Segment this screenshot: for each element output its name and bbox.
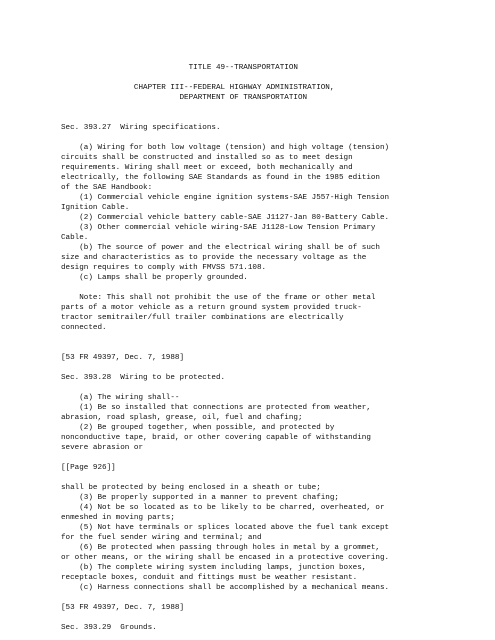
doc-line: (c) Lamps shall be properly grounded.	[61, 274, 248, 282]
doc-line: Sec. 393.29 Grounds.	[61, 624, 157, 632]
doc-line: Note: This shall not prohibit the use of the frame or other metal	[61, 294, 376, 302]
doc-line: Cable.	[61, 234, 89, 242]
doc-line: (5) Not have terminals or splices located above the fuel tank except	[61, 524, 390, 532]
doc-line: DEPARTMENT OF TRANSPORTATION	[61, 94, 308, 102]
doc-line: TITLE 49--TRANSPORTATION	[61, 64, 298, 72]
doc-line: design requires to comply with FMVSS 571.108.	[61, 264, 267, 272]
doc-line: enmeshed in moving parts;	[61, 514, 175, 522]
doc-line: Ignition Cable.	[61, 204, 130, 212]
doc-line: parts of a motor vehicle as a return ground system provided truck-	[61, 304, 362, 312]
doc-line: for the fuel sender wiring and terminal; and	[61, 534, 262, 542]
doc-line: circuits shall be constructed and installed so as to meet design	[61, 154, 353, 162]
doc-line: CHAPTER III--FEDERAL HIGHWAY ADMINISTRATION,	[61, 84, 335, 92]
doc-line: Sec. 393.27 Wiring specifications.	[61, 124, 221, 132]
doc-line: (1) Commercial vehicle engine ignition systems-SAE J557-High Tension	[61, 194, 390, 202]
doc-line: [[Page 926]]	[61, 464, 116, 472]
doc-line: connected.	[61, 324, 107, 332]
doc-line: (3) Be properly supported in a manner to prevent chafing;	[61, 494, 339, 502]
doc-line: requirements. Wiring shall meet or exceed, both mechanically and	[61, 164, 353, 172]
doc-line: (1) Be so installed that connections are protected from weather,	[61, 404, 371, 412]
doc-line: [53 FR 49397, Dec. 7, 1988]	[61, 604, 185, 612]
doc-line: abrasion, road splash, grease, oil, fuel and chafing;	[61, 414, 303, 422]
doc-line: electrically, the following SAE Standards as found in the 1985 edition	[61, 174, 380, 182]
doc-line: [53 FR 49397, Dec. 7, 1988]	[61, 354, 185, 362]
doc-line: size and characteristics as to provide the necessary voltage as the	[61, 254, 367, 262]
doc-line: (c) Harness connections shall be accomplished by a mechanical means.	[61, 584, 390, 592]
doc-line: of the SAE Handbook:	[61, 184, 153, 192]
doc-line: (2) Commercial vehicle battery cable-SAE J1127-Jan 80-Battery Cable.	[61, 214, 390, 222]
doc-line: tractor semitrailer/full trailer combinations are electrically	[61, 314, 344, 322]
doc-line: shall be protected by being enclosed in a sheath or tube;	[61, 484, 321, 492]
doc-line: severe abrasion or	[61, 444, 144, 452]
doc-line: or other means, or the wiring shall be encased in a protective covering.	[61, 554, 390, 562]
doc-line: (a) The wiring shall--	[61, 394, 180, 402]
doc-line: (b) The source of power and the electrical wiring shall be of such	[61, 244, 380, 252]
doc-line: Sec. 393.28 Wiring to be protected.	[61, 374, 226, 382]
doc-line: (6) Be protected when passing through holes in metal by a grommet,	[61, 544, 380, 552]
doc-line: (3) Other commercial vehicle wiring-SAE J1128-Low Tension Primary	[61, 224, 376, 232]
doc-line: (b) The complete wiring system including lamps, junction boxes,	[61, 564, 367, 572]
doc-line: (4) Not be so located as to be likely to be charred, overheated, or	[61, 504, 385, 512]
doc-line: nonconductive tape, braid, or other covering capable of withstanding	[61, 434, 371, 442]
doc-line: (2) Be grouped together, when possible, and protected by	[61, 424, 335, 432]
doc-line: (a) Wiring for both low voltage (tension) and high voltage (tension)	[61, 144, 390, 152]
doc-line: receptacle boxes, conduit and fittings must be weather resistant.	[61, 574, 358, 582]
